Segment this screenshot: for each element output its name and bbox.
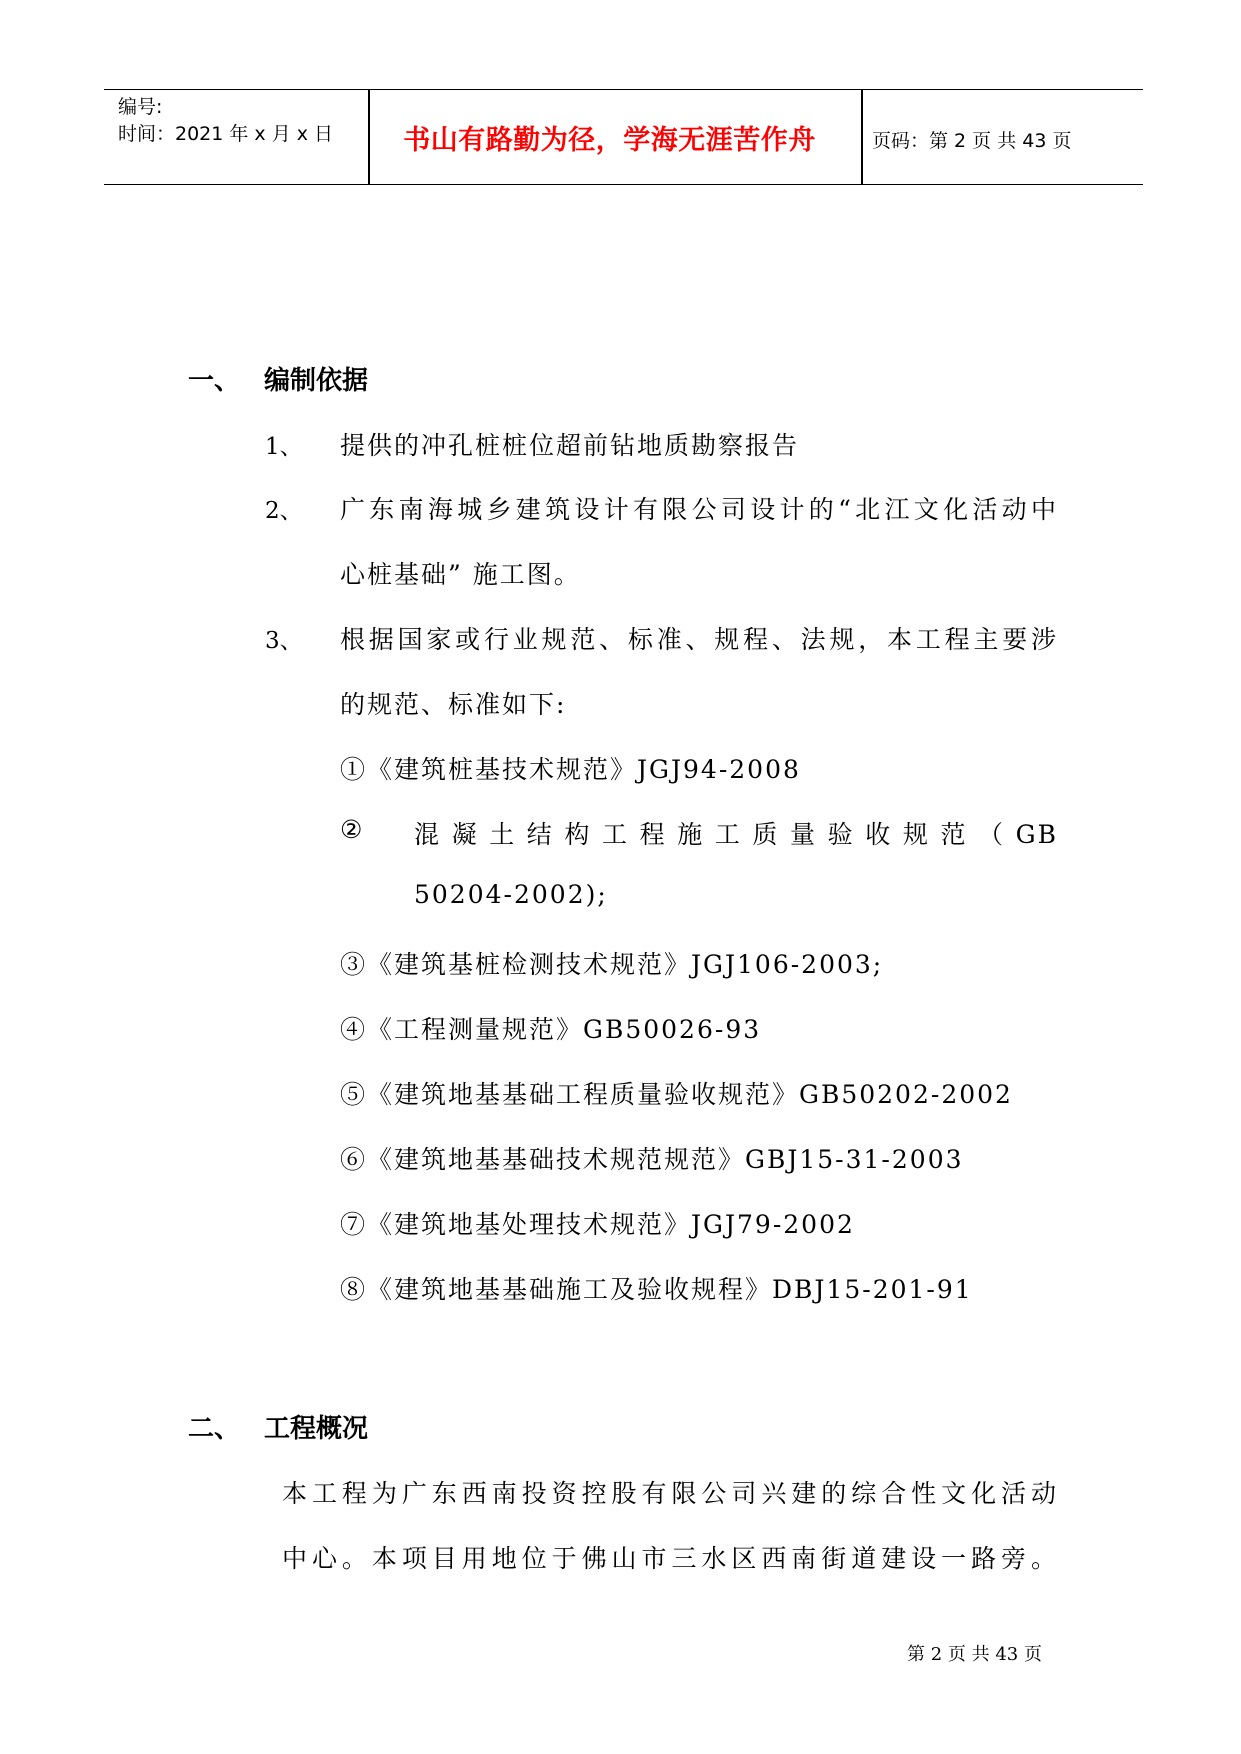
list-item-number: 1、 (265, 434, 303, 460)
paragraph-line: 本工程为广东西南投资控股有限公司兴建的综合性文化活动 (282, 1479, 1058, 1508)
standard-item: ①《建筑桩基技术规范》JGJ94-2008 (340, 755, 801, 784)
standard-item-continued: 50204-2002); (414, 880, 608, 909)
section-title: 编制依据 (264, 366, 369, 396)
standard-item-marker: ② (340, 815, 365, 844)
section-number: 一、 (188, 366, 241, 396)
standard-item: ⑤《建筑地基基础工程质量验收规范》GB50202-2002 (340, 1080, 1013, 1109)
standard-item: ⑦《建筑地基处理技术规范》JGJ79-2002 (340, 1210, 855, 1239)
standard-item: ⑧《建筑地基基础施工及验收规程》DBJ15-201-91 (340, 1275, 973, 1304)
section-number: 二、 (188, 1414, 241, 1444)
time-label: 时间：2021 年 x 月 x 日 (118, 123, 334, 145)
list-item-number: 2、 (265, 498, 303, 524)
standard-item: ⑥《建筑地基基础技术规范规范》GBJ15-31-2003 (340, 1145, 964, 1174)
doc-number-label: 编号: (118, 96, 163, 118)
paragraph-line: 中心。本项目用地位于佛山市三水区西南街道建设一路旁。 (282, 1544, 1058, 1573)
list-item-text-continued: 的规范、标准如下: (340, 690, 567, 719)
header-page-label: 页码：第 2 页 共 43 页 (872, 130, 1072, 152)
list-item-text-continued: 心桩基础” 施工图。 (340, 560, 581, 589)
header-motto: 书山有路勤为径，学海无涯苦作舟 (403, 125, 816, 156)
list-item-number: 3、 (265, 628, 303, 654)
standard-item: ③《建筑基桩检测技术规范》JGJ106-2003; (340, 950, 884, 979)
standard-item: ④《工程测量规范》GB50026-93 (340, 1015, 762, 1044)
header-meta (118, 94, 333, 148)
list-item-text: 提供的冲孔桩桩位超前钻地质勘察报告 (340, 431, 800, 460)
list-item-text: 广东南海城乡建筑设计有限公司设计的“北江文化活动中 (340, 495, 1058, 524)
section-title: 工程概况 (264, 1414, 369, 1444)
header-divider-right (861, 90, 863, 184)
header-table (104, 89, 1143, 185)
list-item-text: 根据国家或行业规范、标准、规程、法规，本工程主要涉 (340, 625, 1058, 654)
page-footer: 第 2 页 共 43 页 (907, 1644, 1042, 1665)
standard-item: 混凝土结构工程施工质量验收规范（GB (414, 820, 1058, 849)
